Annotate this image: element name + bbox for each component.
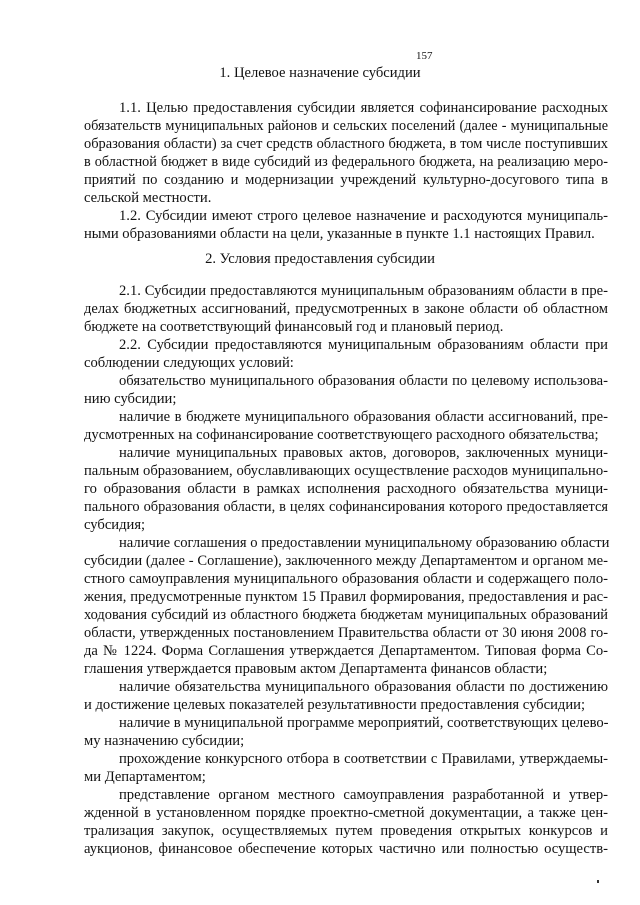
section-2-line: субсидия;	[84, 517, 146, 533]
section-1-line: обязательств муниципальных районов и сельских поселений (далее - муниципальные	[84, 118, 608, 134]
scan-speck	[597, 880, 599, 883]
section-2-line: 2.1. Субсидии предоставляются муниципальным образованиям области в пре-	[119, 283, 608, 299]
section-1-line: сельской местности.	[84, 190, 212, 206]
section-1-line: образования области) за счет средств областного бюджета, в том числе поступивших	[84, 136, 608, 152]
section-2-line: трализация закупок, осуществляемых путем проведения открытых конкурсов и	[84, 823, 608, 839]
section-2-line: соблюдении следующих условий:	[84, 355, 294, 371]
section-1-line: в областной бюджет в виде субсидий из федерального бюджета, на реализацию меро-	[84, 154, 608, 170]
section-1-line: приятий по созданию и модернизации учреждений культурно-досугового типа в	[84, 172, 608, 188]
page-number: 157	[416, 50, 433, 62]
section-2-line: бюджете на соответствующий финансовый год и плановый период.	[84, 319, 504, 335]
section-2-line: наличие обязательства муниципального образования области по достижению	[119, 679, 608, 695]
section-2-line: ми Департаментом;	[84, 769, 206, 785]
section-2-line: и достижение целевых показателей результативности предоставления субсидии;	[84, 697, 585, 713]
section-2-line: наличие в бюджете муниципального образования области ассигнований, пре-	[119, 409, 608, 425]
section-1-line: 1.2. Субсидии имеют строго целевое назначение и расходуются муниципаль-	[119, 208, 608, 224]
section-1-line: ными образованиями области на цели, указанные в пункте 1.1 настоящих Правил.	[84, 226, 595, 242]
section-2-line: му назначению субсидии;	[84, 733, 245, 749]
section-1-title: 1. Целевое назначение субсидии	[219, 65, 421, 81]
section-2-line: прохождение конкурсного отбора в соответствии с Правилами, утверждаемы-	[119, 751, 608, 767]
section-2-line: делах бюджетных ассигнований, предусмотренных в законе области об областном	[84, 301, 608, 317]
section-2-line: субсидии (далее - Соглашение), заключенного между Департаментом и органом ме-	[84, 553, 608, 569]
section-2-line: жения, предусмотренные пунктом 15 Правил формирования, предоставления и рас-	[84, 589, 608, 605]
section-2-line: дусмотренных на софинансирование соответствующего расходного обязательства;	[84, 427, 599, 443]
section-2-line: представление органом местного самоуправления разработанной и утвер-	[119, 787, 608, 803]
section-2-line: го образования области в рамках исполнения расходного обязательства муници-	[84, 481, 608, 497]
section-2-line: нию субсидии;	[84, 391, 177, 407]
section-2-line: да № 1224. Форма Соглашения утверждается Департаментом. Типовая форма Со-	[84, 643, 608, 659]
section-1-line: 1.1. Целью предоставления субсидии является софинансирование расходных	[119, 100, 608, 116]
section-2-line: обязательство муниципального образования области по целевому использова-	[119, 373, 608, 389]
section-2-line: аукционов, финансовое обеспечение которых частично или полностью осуществ-	[84, 841, 608, 857]
section-2-line: пального образования области, в целях софинансирования которого предоставляется	[84, 499, 608, 515]
section-2-line: наличие муниципальных правовых актов, договоров, заключенных муници-	[119, 445, 608, 461]
section-2-line: наличие соглашения о предоставлении муниципальному образованию области	[119, 535, 610, 551]
section-2-line: стного самоуправления муниципального образования области и содержащего поло-	[84, 571, 608, 587]
section-2-line: 2.2. Субсидии предоставляются муниципальным образованиям области при	[119, 337, 608, 353]
section-2-title: 2. Условия предоставления субсидии	[205, 251, 435, 267]
section-2-line: ходования субсидий из областного бюджета бюджетам муниципальных образований	[84, 607, 608, 623]
section-2-line: области, утвержденных постановлением Правительства области от 30 июня 2008 го-	[84, 625, 608, 641]
section-2-line: жденной в установленном порядке проектно-сметной документации, а также цен-	[84, 805, 608, 821]
section-2-line: глашения утверждается правовым актом Департамента финансов области;	[84, 661, 548, 677]
section-2-line: пальным образованием, обуславливающих осуществление расходов муниципально-	[84, 463, 608, 479]
section-2-line: наличие в муниципальной программе мероприятий, соответствующих целево-	[119, 715, 609, 731]
